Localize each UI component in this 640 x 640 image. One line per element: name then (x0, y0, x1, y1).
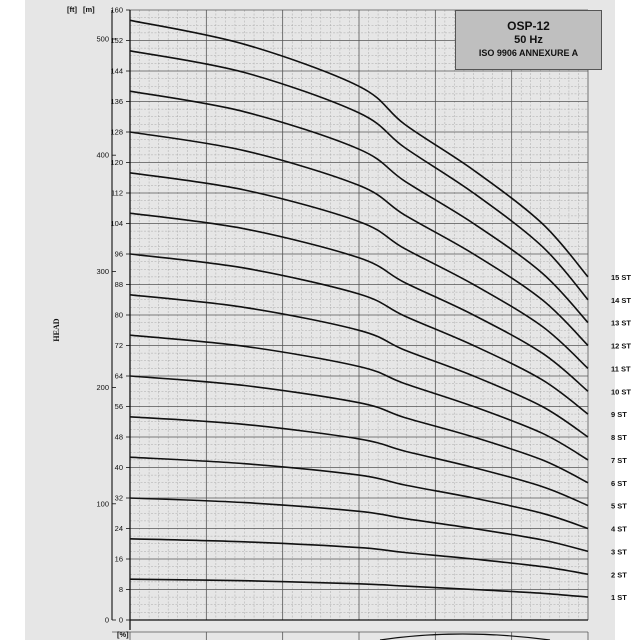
stage-label: 13 ST (611, 318, 632, 328)
y-tick-label-meters: 48 (114, 432, 123, 442)
y-tick-label-feet: 400 (96, 150, 109, 160)
major-grid (130, 10, 588, 620)
stage-label: 2 ST (611, 570, 627, 580)
y-tick-label-meters: 56 (114, 402, 123, 411)
y-unit-meters: [m] (83, 5, 95, 14)
y-tick-label-meters: 88 (114, 280, 123, 289)
y-tick-label-meters: 0 (118, 615, 123, 625)
y-tick-label-feet: 200 (96, 383, 109, 393)
stage-label: 14 ST (611, 295, 632, 305)
chart-page (25, 0, 632, 640)
stage-label: 1 ST (611, 593, 627, 603)
stage-label: 10 ST (611, 387, 632, 397)
y-axis-label: HEAD (52, 318, 61, 342)
y-tick-label-meters: 144 (110, 66, 123, 76)
stage-label: 5 ST (611, 501, 627, 511)
y-tick-label-feet: 0 (104, 615, 109, 625)
y-tick-label-meters: 80 (114, 310, 123, 320)
y-ticks-feet (96, 34, 116, 624)
stage-label: 8 ST (611, 433, 627, 442)
y-tick-label-meters: 72 (114, 341, 123, 350)
y-tick-label-meters: 120 (110, 158, 123, 167)
y-tick-label-meters: 8 (118, 585, 123, 594)
chart-title: OSP-12 (507, 19, 550, 33)
stage-label: 11 ST (611, 364, 631, 374)
y-tick-label-meters: 32 (114, 493, 123, 503)
stage-label: 15 ST (611, 272, 632, 282)
y-tick-label-meters: 136 (110, 97, 123, 106)
y-tick-label-feet: 100 (96, 499, 109, 509)
chart-title-box (455, 10, 602, 70)
stage-label: 3 ST (611, 547, 627, 557)
efficiency-curve-partial (380, 634, 550, 640)
axes (112, 10, 588, 640)
stage-label: 6 ST (611, 478, 627, 488)
y-tick-label-feet: 500 (96, 34, 109, 44)
y-tick-label-meters: 64 (114, 371, 123, 381)
y-tick-label-feet: 300 (96, 266, 109, 276)
y-tick-label-meters: 40 (114, 463, 123, 472)
y-tick-label-meters: 128 (110, 127, 123, 137)
chart-standard: ISO 9906 ANNEXURE A (478, 48, 579, 58)
y-tick-label-meters: 112 (111, 188, 123, 198)
y-tick-label-meters: 152 (110, 36, 123, 45)
y-tick-label-meters: 16 (114, 554, 123, 564)
stage-label: 7 ST (611, 455, 627, 465)
stage-label: 9 ST (611, 410, 627, 420)
lower-panel-unit: [%] (117, 630, 129, 639)
chart-frequency: 50 Hz (514, 34, 543, 46)
stage-label: 12 ST (611, 341, 632, 351)
y-ticks-meters (110, 6, 130, 625)
pump-performance-chart (25, 0, 632, 640)
y-tick-label-meters: 24 (114, 524, 123, 533)
y-tick-label-meters: 160 (110, 5, 123, 15)
stage-label: 4 ST (611, 524, 627, 534)
y-tick-label-meters: 96 (114, 249, 123, 259)
stage-labels (611, 273, 631, 602)
y-unit-feet: [ft] (67, 5, 77, 14)
y-tick-label-meters: 104 (110, 219, 123, 228)
